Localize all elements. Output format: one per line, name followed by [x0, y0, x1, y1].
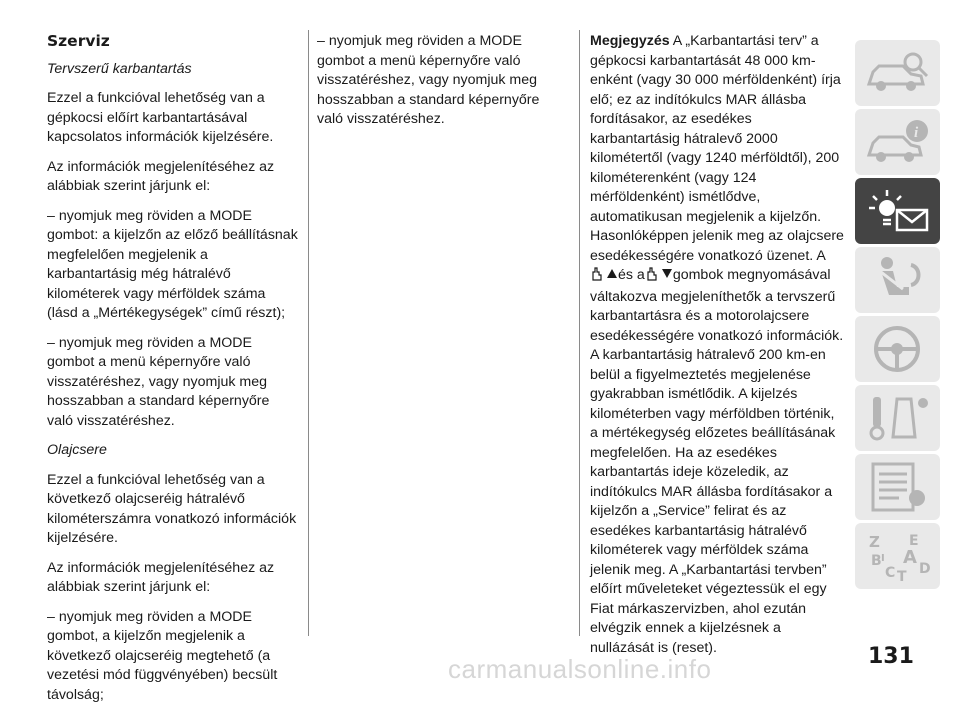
note-text-c: gombok megnyomásával váltakozva megjeleníthetők a tervszerű karbantartásra és a motorolajcsere esedékességére vonatkozó információk. A karbantartásig hátralevő 200 km-en belül a figyelmeztetés megjelenése gyakrabban ismétlődik. A kijelzés kilométerben vagy mérföldben történik, a mértékegység előzetes beállításának megfelelően. Ha az esedékes karbantartás ideje közeledik, az indítókulcs MAR állásba fordításakor a kijelzőn a „Service” felirat és az esedékes karbantartásig hátralévő kilométerek vagy mérföldek száma jelenik meg. A „Karbantartási tervben” előírt műveleteket végeztessük el egy Fiat márkaszervizben, ahol ezután elvégzik ennek a kijelzésnek a nullázását is (reset).	[590, 267, 844, 656]
svg-text:I: I	[881, 553, 885, 564]
svg-text:E: E	[909, 533, 919, 549]
hand-up-arrow-icon	[590, 266, 618, 288]
column-divider-1	[308, 30, 309, 636]
paragraph: Ezzel a funkcióval lehetőség van a gépkocsi előírt karbantartásával kapcsolatos információk kijelzésére.	[47, 90, 274, 145]
tab-safety[interactable]	[855, 247, 940, 313]
seat-airbag-icon	[863, 253, 933, 307]
subheading-maintenance: Tervszerű karbantartás	[47, 60, 192, 77]
tab-emergency[interactable]	[855, 385, 940, 451]
tab-warning-lights[interactable]	[855, 178, 940, 244]
tab-technical-data[interactable]	[855, 454, 940, 520]
svg-text:D: D	[919, 561, 931, 577]
note-text-b: és a	[618, 267, 645, 283]
svg-text:A: A	[903, 547, 917, 568]
tab-driving[interactable]	[855, 316, 940, 382]
text-column-1	[47, 32, 299, 715]
paragraph: – nyomjuk meg röviden a MODE gombot a menü képernyőre való visszatéréshez, vagy nyomjuk meg hosszabban a standard képernyőre való visszatéréshez.	[317, 33, 540, 127]
tab-car-info[interactable]	[855, 109, 940, 175]
car-search-icon	[863, 46, 933, 100]
service-wrench-icon	[863, 391, 933, 445]
paragraph: Az információk megjelenítéséhez az alábbiak szerint járjunk el:	[47, 158, 275, 194]
chapter-tabs	[855, 40, 940, 592]
watermark: carmanualsonline.info	[448, 654, 712, 684]
note-text-a: A „Karbantartási terv” a gépkocsi karbantartását 48 000 km-enként (vagy 30 000 mérföldenként) írja elő; ez az indítókulcs MAR állásba fordításakor, az esedékes karbantartásig hátralevő 2000 kilométertől (vagy 1240 mérföldtől), 200 kilométerenként (vagy 124 mérföldenként) ismétlődve, automatikusan megjelenik a kijelzőn. Hasonlóképpen jelenik meg az olajcsere esedékességére vonatkozó üzenet. A	[590, 33, 844, 264]
page-number: 131	[868, 644, 914, 669]
paragraph: – nyomjuk meg röviden a MODE gombot, a kijelzőn megjelenik a következő olajcseréig megtehető (a vezetési mód függvényében) becsült távolság;	[47, 608, 278, 703]
paragraph: Az információk megjelenítéséhez az alábbiak szerint járjunk el:	[47, 559, 275, 595]
note-paragraph	[590, 32, 844, 658]
specifications-list-icon	[863, 460, 933, 514]
svg-text:C: C	[885, 565, 896, 581]
text-column-2	[317, 32, 569, 140]
hand-down-arrow-icon	[645, 266, 673, 288]
paragraph: – nyomjuk meg röviden a MODE gombot a menü képernyőre való visszatéréshez, vagy nyomjuk meg hosszabban a standard képernyőre való visszatéréshez.	[47, 334, 270, 429]
car-info-icon	[863, 115, 933, 169]
svg-text:T: T	[897, 569, 907, 583]
alphabetical-index-icon	[863, 529, 933, 583]
text-column-3	[590, 32, 844, 668]
note-label: Megjegyzés	[590, 33, 670, 49]
paragraph: – nyomjuk meg röviden a MODE gombot: a kijelzőn az előző beállításnak megfelelően megjelenik a karbantartásig még hátralévő kilométerek vagy mérföldek száma (lásd a „Mértékegységek” című részt);	[47, 207, 298, 321]
svg-text:B: B	[871, 553, 882, 569]
column-divider-2	[579, 30, 580, 636]
tab-index[interactable]	[855, 523, 940, 589]
svg-text:i: i	[914, 125, 919, 141]
warning-light-message-icon	[863, 184, 933, 238]
section-title: Szerviz	[47, 32, 110, 50]
paragraph: Ezzel a funkcióval lehetőség van a következő olajcseréig hátralévő kilométerszámra vonatkozó információk kijelzésére.	[47, 471, 297, 546]
subheading-oil-change: Olajcsere	[47, 442, 107, 458]
tab-car-search[interactable]	[855, 40, 940, 106]
svg-text:Z: Z	[869, 533, 880, 551]
steering-wheel-icon	[863, 322, 933, 376]
